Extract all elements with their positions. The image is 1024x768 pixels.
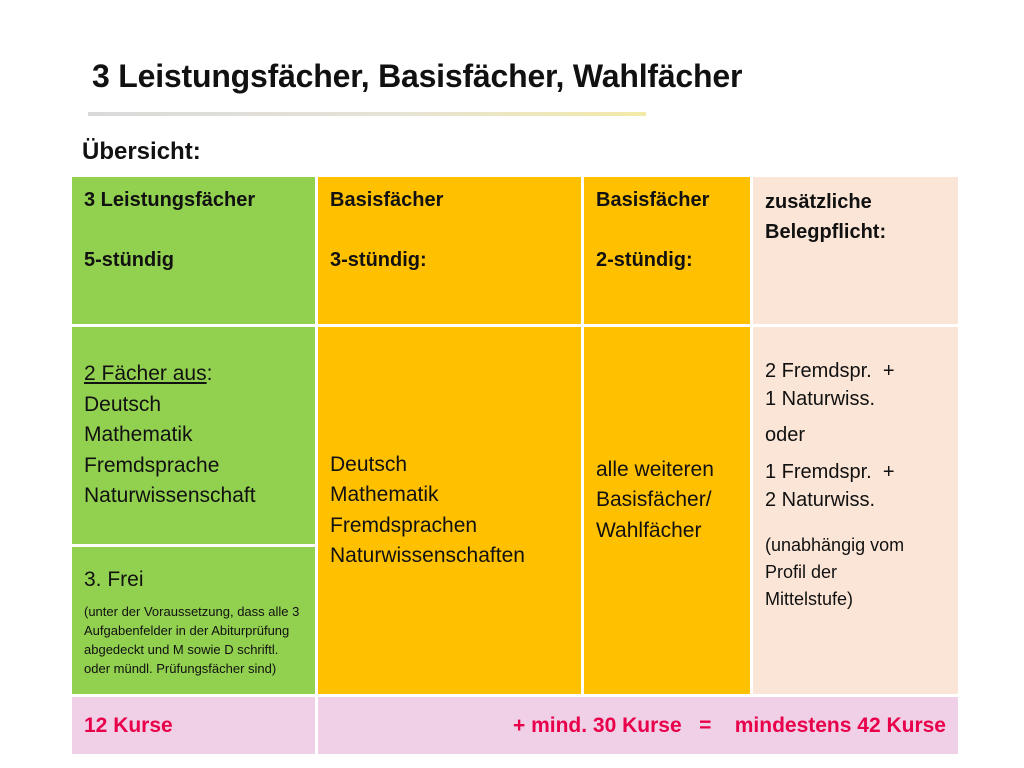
basis2-line: Wahlfächer <box>596 518 702 542</box>
belegpflicht-or: oder <box>765 424 806 446</box>
leistung-intro <box>84 359 303 389</box>
leistung-item: Fremdsprache <box>84 453 220 477</box>
footer-course-total <box>318 697 961 757</box>
basis2-line: alle weiteren <box>596 457 714 481</box>
belegpflicht-option2-line2: 2 Naturwiss. <box>765 489 876 511</box>
basis3-item: Mathematik <box>330 483 439 507</box>
header-leistungsfaecher-hours: 5-stündig <box>84 249 174 271</box>
belegpflicht-option1-line2: 1 Naturwiss. <box>765 388 876 410</box>
belegpflicht-cell <box>753 327 961 697</box>
basis3-item: Deutsch <box>330 452 408 476</box>
leistung-free-cell <box>72 547 318 697</box>
leistung-intro-label: 2 Fächer aus <box>84 362 207 386</box>
footer-course-count: 12 Kurse <box>72 697 318 757</box>
leistung-item: Naturwissenschaft <box>84 484 256 508</box>
belegpflicht-option2-line1: 1 Fremdspr. + <box>765 461 895 483</box>
basis3-item: Naturwissenschaften <box>330 543 525 567</box>
belegpflicht-note <box>765 532 946 613</box>
belegpflicht-note-line: Profil der <box>765 562 838 582</box>
header-belegpflicht-line1: zusätzliche <box>765 191 872 213</box>
header-leistungsfaecher <box>72 177 318 327</box>
leistung-choice-cell <box>72 327 318 547</box>
leistung-item: Deutsch <box>84 392 162 416</box>
page-title: 3 Leistungsfächer, Basisfächer, Wahlfächer <box>92 58 743 94</box>
header-belegpflicht <box>753 177 961 327</box>
footer-course-total-text: + mind. 30 Kurse = mindestens 42 Kurse <box>512 713 946 737</box>
overview-table <box>72 177 961 757</box>
header-basis3 <box>318 177 584 327</box>
basis2-line: Basisfächer/ <box>596 488 712 512</box>
header-basis2-title: Basisfächer <box>596 189 710 211</box>
header-basis2-hours: 2-stündig: <box>596 249 693 271</box>
overview-heading: Übersicht: <box>82 138 201 165</box>
header-leistungsfaecher-title: 3 Leistungsfächer <box>84 189 256 211</box>
leistung-free-note: (unter der Voraussetzung, dass alle 3 Aufgabenfelder in der Abiturprüfung abgedeckt und M sowie D schriftl. oder mündl. Prüfungsfächer sind) <box>84 604 300 676</box>
leistung-intro-colon: : <box>206 362 213 386</box>
belegpflicht-option1 <box>765 357 946 413</box>
belegpflicht-option2 <box>765 458 946 514</box>
basis2-cell <box>584 327 753 697</box>
header-basis3-hours: 3-stündig: <box>330 249 427 271</box>
basis3-item: Fremdsprachen <box>330 513 478 537</box>
belegpflicht-option1-line1: 2 Fremdspr. + <box>765 360 895 382</box>
belegpflicht-note-line: (unabhängig vom <box>765 535 905 555</box>
header-basis3-title: Basisfächer <box>330 189 444 211</box>
title-underline <box>88 112 646 116</box>
header-belegpflicht-line2: Belegpflicht: <box>765 221 887 243</box>
header-basis2 <box>584 177 753 327</box>
leistung-item: Mathematik <box>84 423 193 447</box>
leistung-free-title: 3. Frei <box>84 568 144 591</box>
belegpflicht-note-line: Mittelstufe) <box>765 589 854 609</box>
basis3-cell <box>318 327 584 697</box>
